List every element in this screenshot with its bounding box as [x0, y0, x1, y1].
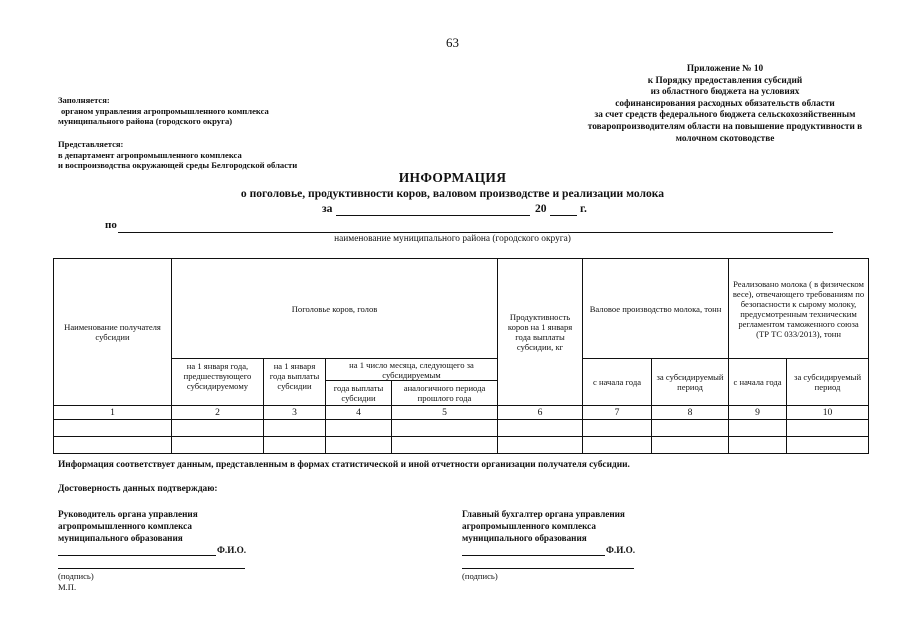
table-cell[interactable]: [498, 437, 583, 454]
filled-by-line: муниципального района (городского округа): [58, 116, 233, 127]
info-note: Информация соответствует данным, представленным в формах статистической и иной отчетности организации получателя субсидии.: [58, 460, 630, 470]
table-cell[interactable]: [729, 437, 787, 454]
header-sold-period: за субсидируемый период: [787, 359, 869, 406]
signer-left-block: [58, 508, 198, 544]
za-label: за: [322, 202, 333, 215]
table-cell[interactable]: [787, 437, 869, 454]
table-cell[interactable]: [652, 437, 729, 454]
table-cell[interactable]: [54, 437, 172, 454]
appendix-line: молочном скотоводстве: [675, 133, 775, 144]
po-caption: наименование муниципального района (городского округа): [334, 234, 571, 244]
appendix-line: софинансирования расходных обязательств области: [615, 98, 835, 109]
table-cell[interactable]: [583, 420, 652, 437]
table-cell[interactable]: [652, 420, 729, 437]
appendix-line: из областного бюджета на условиях: [650, 87, 800, 98]
table-row: [54, 420, 869, 437]
filled-by-line: органом управления агропромышленного комплекса: [61, 105, 269, 116]
column-number: 10: [787, 406, 869, 420]
signer-right-line: агропромышленного комплекса: [462, 521, 596, 531]
signer-left-line: муниципального образования: [58, 533, 183, 543]
table-cell[interactable]: [392, 437, 498, 454]
header-sold-since-start: с начала года: [729, 359, 787, 406]
table-cell[interactable]: [787, 420, 869, 437]
submitted-to-line: в департамент агропромышленного комплекса: [58, 149, 242, 160]
header-gross-period: за субсидируемый период: [652, 359, 729, 406]
table-cell[interactable]: [729, 420, 787, 437]
table-row: [54, 437, 869, 454]
header-jan-prev-year: на 1 января года, предшествующего субсидируемому: [172, 359, 264, 406]
header-prev-year-period: аналогичного периода прошлого года: [392, 381, 498, 406]
period-field[interactable]: [336, 215, 530, 216]
table-cell[interactable]: [54, 420, 172, 437]
column-number: 4: [326, 406, 392, 420]
header-productivity: Продуктивность коров на 1 января года выплаты субсидии, кг: [498, 259, 583, 406]
appendix-line: товаропроизводителям области на повышение продуктивности в: [587, 121, 863, 132]
header-payment-year: года выплаты субсидии: [326, 381, 392, 406]
table-cell[interactable]: [498, 420, 583, 437]
column-number: 6: [498, 406, 583, 420]
header-recipient: Наименование получателя субсидии: [54, 259, 172, 406]
table-cell[interactable]: [172, 420, 264, 437]
signer-right-line: муниципального образования: [462, 533, 587, 543]
header-jan-pay-year: на 1 января года выплаты субсидии: [264, 359, 326, 406]
signer-right-name-field[interactable]: [462, 555, 605, 556]
table-cell[interactable]: [583, 437, 652, 454]
column-number: 7: [583, 406, 652, 420]
year-suffix: г.: [580, 202, 587, 215]
data-table: [53, 258, 869, 454]
column-number: 3: [264, 406, 326, 420]
table-cell[interactable]: [392, 420, 498, 437]
appendix-block: [560, 64, 890, 145]
signer-left-signature-field[interactable]: [58, 568, 245, 569]
table-cell[interactable]: [326, 437, 392, 454]
appendix-line: Приложение № 10: [686, 64, 764, 74]
table-cell[interactable]: [172, 437, 264, 454]
filled-by-block: [58, 95, 358, 127]
signer-right-block: [462, 508, 625, 544]
header-gross-since-start: с начала года: [583, 359, 652, 406]
signer-left-line: Руководитель органа управления: [58, 509, 198, 519]
submitted-to-block: [58, 139, 358, 171]
table-cell[interactable]: [264, 437, 326, 454]
table-cell[interactable]: [326, 420, 392, 437]
year-prefix: 20: [535, 202, 547, 215]
column-number: 5: [392, 406, 498, 420]
header-livestock: Поголовье коров, голов: [172, 259, 498, 359]
signer-left-name-field[interactable]: [58, 555, 216, 556]
stamp-placeholder: М.П.: [58, 582, 77, 592]
appendix-line: за счет средств федерального бюджета сельскохозяйственным: [594, 110, 856, 121]
table-cell[interactable]: [264, 420, 326, 437]
filled-by-heading: Заполняется:: [58, 95, 110, 105]
column-number: 8: [652, 406, 729, 420]
submitted-to-heading: Представляется:: [58, 139, 124, 149]
column-number: 9: [729, 406, 787, 420]
signer-left-fio: Ф.И.О.: [217, 545, 247, 555]
header-first-day-month: на 1 число месяца, следующего за субсидируемым: [326, 359, 498, 381]
column-number: 2: [172, 406, 264, 420]
column-number: 1: [54, 406, 172, 420]
po-label: по: [105, 219, 117, 231]
header-milk-sold: Реализовано молока ( в физическом весе), отвечающего требованиям по безопасности к сырому молоку, предусмотренным техническим регламентом таможенного союза (ТР ТС 033/2013), тонн: [729, 259, 869, 359]
signer-left-line: агропромышленного комплекса: [58, 521, 192, 531]
confirmation-label: Достоверность данных подтверждаю:: [58, 484, 218, 494]
signer-right-fio: Ф.И.О.: [606, 545, 636, 555]
signer-right-line: Главный бухгалтер органа управления: [462, 509, 625, 519]
appendix-line: к Порядку предоставления субсидий: [647, 75, 803, 86]
page-number: 63: [446, 35, 459, 50]
header-gross-production: Валовое производство молока, тонн: [583, 259, 729, 359]
year-field[interactable]: [550, 215, 577, 216]
district-name-field[interactable]: [118, 232, 833, 233]
signer-right-signature-field[interactable]: [462, 568, 634, 569]
signer-right-signature-caption: (подпись): [462, 571, 498, 581]
submitted-to-line: и воспроизводства окружающей среды Белгородской области: [58, 160, 298, 171]
document-title: ИНФОРМАЦИЯ: [398, 170, 507, 185]
document-subtitle: о поголовье, продуктивности коров, валовом производстве и реализации молока: [240, 187, 665, 200]
signer-left-signature-caption: (подпись): [58, 571, 94, 581]
